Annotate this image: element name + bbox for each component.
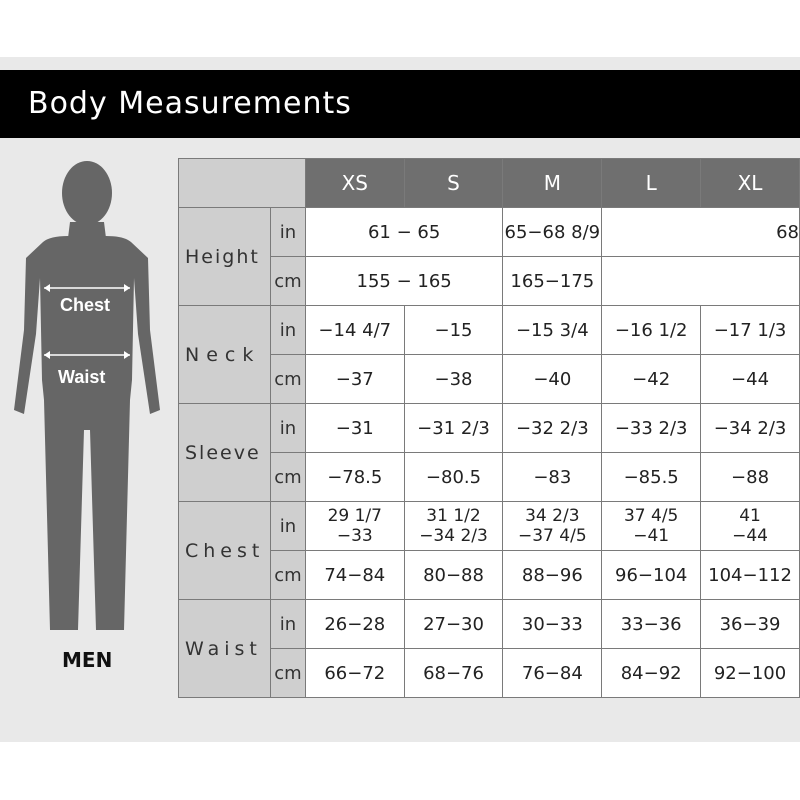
unit-in: in bbox=[270, 306, 305, 355]
chest-in-bottom: −33 bbox=[336, 526, 373, 546]
page-title: Body Measurements bbox=[0, 70, 800, 138]
table-cell: 27−30 bbox=[404, 600, 503, 649]
row-label-sleeve: Sleeve bbox=[179, 404, 271, 502]
table-cell: 33−36 bbox=[602, 600, 701, 649]
table-cell bbox=[404, 502, 503, 551]
table-cell: 30−33 bbox=[503, 600, 602, 649]
size-header-row bbox=[179, 159, 800, 208]
table-cell: −85.5 bbox=[602, 453, 701, 502]
unit-cm: cm bbox=[270, 257, 305, 306]
unit-in: in bbox=[270, 502, 305, 551]
table-row bbox=[179, 404, 800, 453]
table-cell: −83 bbox=[503, 453, 602, 502]
table-cell: 80−88 bbox=[404, 551, 503, 600]
chest-in-bottom: −37 4/5 bbox=[518, 526, 587, 546]
table-row bbox=[179, 649, 800, 698]
table-cell: −16 1/2 bbox=[602, 306, 701, 355]
table-cell: −14 4/7 bbox=[305, 306, 404, 355]
chest-in-bottom: −41 bbox=[633, 526, 670, 546]
table-cell: 104−112 bbox=[701, 551, 800, 600]
table-cell: 96−104 bbox=[602, 551, 701, 600]
table-cell: −34 2/3 bbox=[701, 404, 800, 453]
unit-cm: cm bbox=[270, 453, 305, 502]
table-cell: −80.5 bbox=[404, 453, 503, 502]
table-cell: −44 bbox=[701, 355, 800, 404]
row-label-height: Height bbox=[179, 208, 271, 306]
table-cell: −15 bbox=[404, 306, 503, 355]
table-row bbox=[179, 306, 800, 355]
height-cm-m: 165−175 bbox=[503, 257, 602, 306]
unit-in: in bbox=[270, 600, 305, 649]
chest-in-bottom: −34 2/3 bbox=[419, 526, 488, 546]
height-in-m: 65−68 8/9 bbox=[503, 208, 602, 257]
height-in-l-xl: 68 bbox=[602, 208, 800, 257]
height-in-xs-s: 61 − 65 bbox=[305, 208, 502, 257]
waist-figure-label: Waist bbox=[58, 367, 106, 387]
unit-cm: cm bbox=[270, 649, 305, 698]
table-row bbox=[179, 208, 800, 257]
table-cell: 26−28 bbox=[305, 600, 404, 649]
chest-in-top: 31 1/2 bbox=[426, 506, 481, 526]
table-cell: −88 bbox=[701, 453, 800, 502]
table-cell: −32 2/3 bbox=[503, 404, 602, 453]
unit-cm: cm bbox=[270, 551, 305, 600]
table-cell: −33 2/3 bbox=[602, 404, 701, 453]
height-cm-xs-s: 155 − 165 bbox=[305, 257, 502, 306]
table-cell: −31 bbox=[305, 404, 404, 453]
men-label: MEN bbox=[62, 648, 113, 672]
table-row bbox=[179, 502, 800, 551]
table-cell: −17 1/3 bbox=[701, 306, 800, 355]
height-cm-l-xl bbox=[602, 257, 800, 306]
chest-in-top: 41 bbox=[739, 506, 761, 526]
table-cell: 68−76 bbox=[404, 649, 503, 698]
table-cell: −38 bbox=[404, 355, 503, 404]
unit-in: in bbox=[270, 208, 305, 257]
table-cell bbox=[602, 502, 701, 551]
table-cell: 66−72 bbox=[305, 649, 404, 698]
chest-in-top: 34 2/3 bbox=[525, 506, 580, 526]
table-cell: −40 bbox=[503, 355, 602, 404]
table-row bbox=[179, 257, 800, 306]
table-cell bbox=[305, 502, 404, 551]
size-s: S bbox=[404, 159, 503, 208]
row-label-chest: Chest bbox=[179, 502, 271, 600]
unit-cm: cm bbox=[270, 355, 305, 404]
chest-in-top: 29 1/7 bbox=[327, 506, 382, 526]
table-cell bbox=[503, 502, 602, 551]
table-row bbox=[179, 600, 800, 649]
size-table bbox=[178, 158, 800, 698]
table-row bbox=[179, 355, 800, 404]
chest-in-top: 37 4/5 bbox=[623, 506, 679, 526]
table-cell: 76−84 bbox=[503, 649, 602, 698]
chest-in-bottom: −44 bbox=[732, 526, 768, 546]
row-label-neck: Neck bbox=[179, 306, 271, 404]
chest-figure-label: Chest bbox=[60, 295, 111, 315]
size-l: L bbox=[602, 159, 701, 208]
table-cell: 92−100 bbox=[701, 649, 800, 698]
row-label-waist: Waist bbox=[179, 600, 271, 698]
table-cell bbox=[701, 502, 800, 551]
table-row bbox=[179, 453, 800, 502]
table-cell: −78.5 bbox=[305, 453, 404, 502]
table-cell: −42 bbox=[602, 355, 701, 404]
table-row bbox=[179, 551, 800, 600]
size-m: M bbox=[503, 159, 602, 208]
table-cell: 84−92 bbox=[602, 649, 701, 698]
table-cell: −37 bbox=[305, 355, 404, 404]
table-cell: 74−84 bbox=[305, 551, 404, 600]
table-cell: 36−39 bbox=[701, 600, 800, 649]
corner-cell bbox=[179, 159, 306, 208]
body-figure-icon bbox=[10, 160, 170, 640]
unit-in: in bbox=[270, 404, 305, 453]
size-xl: XL bbox=[701, 159, 800, 208]
size-xs: XS bbox=[305, 159, 404, 208]
table-cell: −15 3/4 bbox=[503, 306, 602, 355]
table-cell: −31 2/3 bbox=[404, 404, 503, 453]
table-cell: 88−96 bbox=[503, 551, 602, 600]
